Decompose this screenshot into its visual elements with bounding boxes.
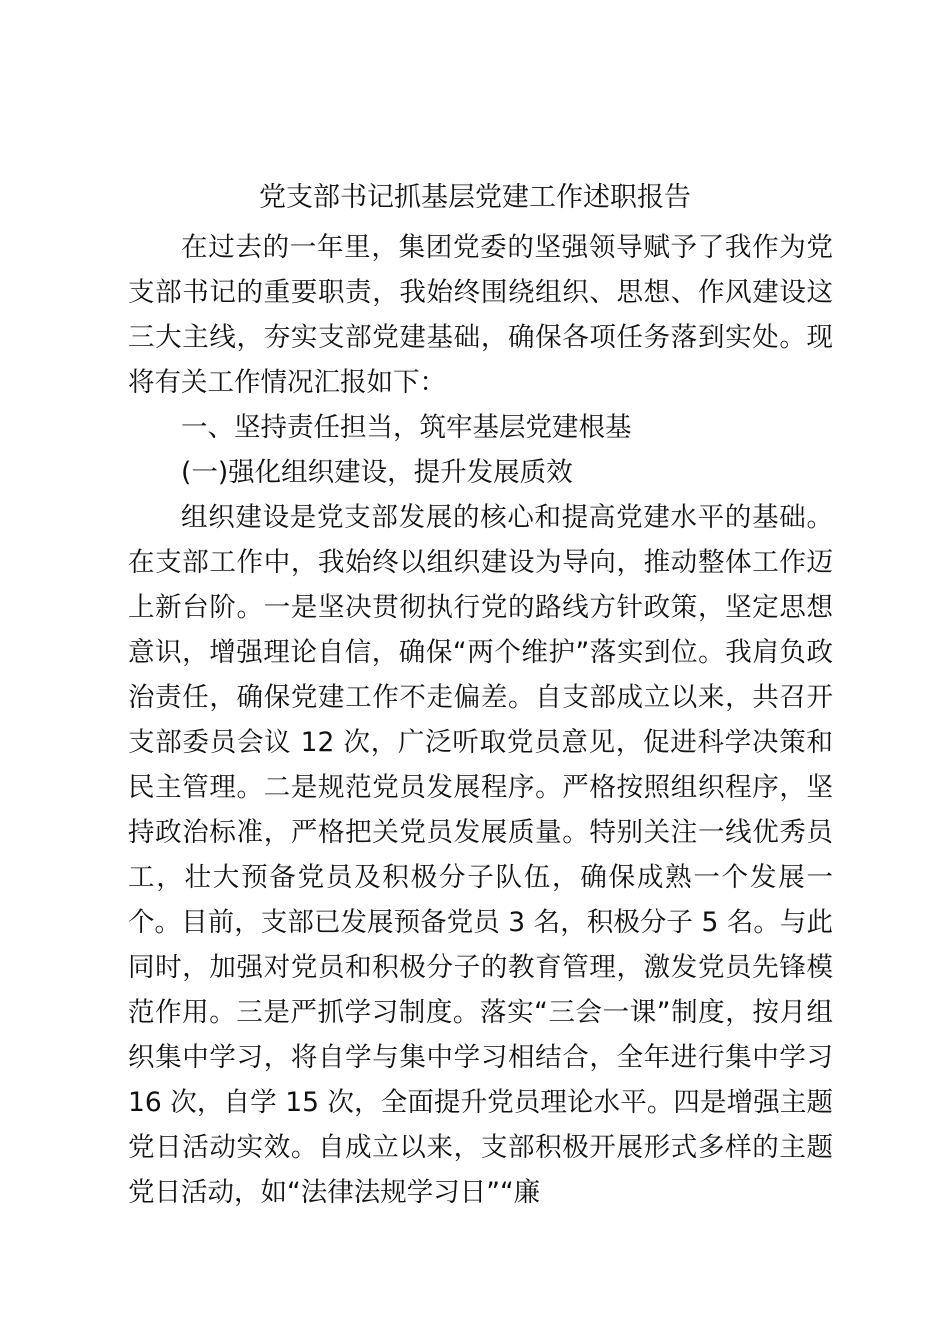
section-1-heading: 一、坚持责任担当，筑牢基层党建根基 [181, 412, 632, 443]
document-body [128, 225, 833, 1215]
intro-paragraph: 在过去的一年里，集团党委的坚强领导赋予了我作为党支部书记的重要职责，我始终围绕组织、思想、作风建设这三大主线，夯实支部党建基础，确保各项任务落到实处。现将有关工作情况汇报如下： [128, 232, 833, 398]
subsection-1-heading: (一)强化组织建设，提升发展质效 [181, 457, 573, 488]
document-title: 党支部书记抓基层党建工作述职报告 [259, 182, 691, 213]
subsection-1-paragraph: 组织建设是党支部发展的核心和提高党建水平的基础。在支部工作中，我始终以组织建设为导向，推动整体工作迈上新台阶。一是坚决贯彻执行党的路线方针政策，坚定思想意识，增强理论自信，确保“两个维护”落实到位。我肩负政治责任，确保党建工作不走偏差。自支部成立以来，共召开支部委员会议 12 次，广泛听取党员意见，促进科学决策和民主管理。二是规范党员发展程序。严格按照组织程序，坚持政治标准，严格把关党员发展质量。特别关注一线优秀员工，壮大预备党员及积极分子队伍，确保成熟一个发展一个。目前，支部已发展预备党员 3 名，积极分子 5 名。与此同时，加强对党员和积极分子的教育管理，激发党员先锋模范作用。三是严抓学习制度。落实“三会一课”制度，按月组织集中学习，将自学与集中学习相结合，全年进行集中学习 16 次，自学 15 次，全面提升党员理论水平。四是增强主题党日活动实效。自成立以来，支部积极开展形式多样的主题党日活动，如“法律法规学习日”“廉 [128, 502, 833, 1208]
